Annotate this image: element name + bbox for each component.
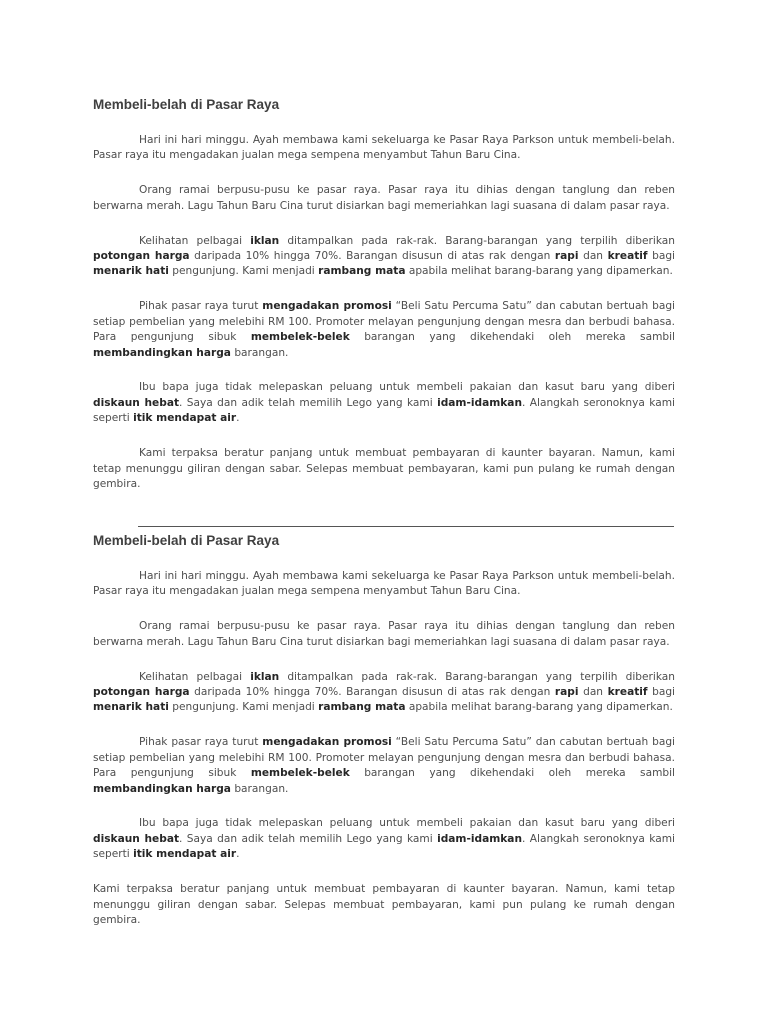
bold-phrase: membelek-belek: [250, 331, 350, 344]
bold-phrase: membelek-belek: [250, 767, 350, 780]
text-run: barangan yang dikehendaki oleh mereka sambil: [349, 767, 675, 780]
horizontal-divider: [138, 512, 674, 527]
bold-phrase: diskaun hebat: [93, 396, 180, 409]
text-run: “Beli Satu Percuma Satu” dan cabutan bertuah bagi setiap pembelian yang melebihi RM 100. Promoter melayan pengunjung dengan mesra dan berbudi bahasa. Para pengunjung sibuk: [93, 300, 675, 344]
text-run: dan: [578, 250, 608, 263]
text-run: Pihak pasar raya turut: [139, 736, 263, 749]
text-run: daripada 10% hingga 70%. Barangan disusun di atas rak dengan: [189, 250, 555, 263]
bold-phrase: idam-idamkan: [437, 832, 522, 845]
bold-phrase: itik mendapat air: [133, 412, 237, 425]
text-run: pengunjung. Kami menjadi: [168, 701, 319, 714]
text-run: apabila melihat barang-barang yang dipamerkan.: [405, 265, 673, 278]
paragraph: [93, 619, 675, 650]
text-run: Ibu bapa juga tidak melepaskan peluang untuk membeli pakaian dan kasut baru yang diberi: [139, 817, 675, 830]
paragraph: [93, 133, 675, 164]
bold-phrase: itik mendapat air: [133, 848, 237, 861]
text-run: bagi: [647, 686, 675, 699]
text-run: barangan.: [230, 346, 289, 359]
paragraph: [93, 183, 675, 214]
essay-section-2: [93, 532, 675, 948]
text-run: ditampalkan pada rak-rak. Barang-barangan yang terpilih diberikan: [279, 234, 676, 247]
essay-title: Membeli-belah di Pasar Raya: [93, 533, 280, 548]
bold-phrase: rambang mata: [318, 265, 406, 278]
text-run: barangan.: [230, 782, 289, 795]
text-run: bagi: [647, 250, 675, 263]
text-run: Hari ini hari minggu. Ayah membawa kami sekeluarga ke Pasar Raya Parkson untuk membeli-belah. Pasar raya itu mengadakan jualan mega sempena menyambut Tahun Baru Cina.: [93, 570, 675, 598]
bold-phrase: membandingkan harga: [93, 782, 231, 795]
text-run: . Saya dan adik telah memilih Lego yang kami: [179, 832, 438, 845]
paragraph: [93, 234, 675, 280]
text-run: Hari ini hari minggu. Ayah membawa kami sekeluarga ke Pasar Raya Parkson untuk membeli-belah. Pasar raya itu mengadakan jualan mega sempena menyambut Tahun Baru Cina.: [93, 134, 675, 162]
text-run: ditampalkan pada rak-rak. Barang-barangan yang terpilih diberikan: [279, 670, 676, 683]
paragraph: [93, 569, 675, 600]
paragraph: [93, 735, 675, 797]
text-run: . Alangkah seronoknya kami seperti: [93, 396, 675, 425]
paragraph: [93, 816, 675, 862]
bold-phrase: menarik hati: [93, 701, 169, 714]
bold-phrase: membandingkan harga: [93, 346, 231, 359]
text-run: Orang ramai berpusu-pusu ke pasar raya. Pasar raya itu dihias dengan tanglung dan reben berwarna merah. Lagu Tahun Baru Cina turut disiarkan bagi memeriahkan lagi suasana di dalam pasar raya.: [93, 620, 675, 648]
bold-phrase: kreatif: [607, 686, 648, 699]
essay-body: [93, 133, 675, 492]
text-run: .: [236, 412, 240, 425]
bold-phrase: idam-idamkan: [437, 396, 522, 409]
text-run: “Beli Satu Percuma Satu” dan cabutan bertuah bagi setiap pembelian yang melebihi RM 100. Promoter melayan pengunjung dengan mesra dan berbudi bahasa. Para pengunjung sibuk: [93, 736, 675, 780]
text-run: Kelihatan pelbagai: [139, 670, 251, 683]
bold-phrase: kreatif: [607, 250, 648, 263]
text-run: Kami terpaksa beratur panjang untuk membuat pembayaran di kaunter bayaran. Namun, kami tetap menunggu giliran dengan sabar. Selepas membuat pembayaran, kami pun pulang ke rumah dengan gembira.: [93, 447, 675, 490]
bold-phrase: mengadakan promosi: [262, 300, 392, 313]
bold-phrase: rambang mata: [318, 701, 406, 714]
bold-phrase: diskaun hebat: [93, 832, 180, 845]
text-run: Orang ramai berpusu-pusu ke pasar raya. Pasar raya itu dihias dengan tanglung dan reben berwarna merah. Lagu Tahun Baru Cina turut disiarkan bagi memeriahkan lagi suasana di dalam pasar raya.: [93, 184, 675, 212]
text-run: Pihak pasar raya turut: [139, 300, 263, 313]
bold-phrase: iklan: [250, 234, 280, 247]
text-run: apabila melihat barang-barang yang dipamerkan.: [405, 701, 673, 714]
text-run: barangan yang dikehendaki oleh mereka sambil: [349, 331, 675, 344]
text-run: . Saya dan adik telah memilih Lego yang kami: [179, 396, 438, 409]
text-run: . Alangkah seronoknya kami seperti: [93, 832, 675, 861]
bold-phrase: menarik hati: [93, 265, 169, 278]
text-run: dan: [578, 686, 608, 699]
bold-phrase: potongan harga: [93, 250, 190, 263]
paragraph: [93, 299, 675, 361]
paragraph: [93, 446, 675, 492]
text-run: Kami terpaksa beratur panjang untuk membuat pembayaran di kaunter bayaran. Namun, kami tetap menunggu giliran dengan sabar. Selepas membuat pembayaran, kami pun pulang ke rumah dengan gembira.: [93, 883, 675, 926]
bold-phrase: rapi: [554, 686, 579, 699]
essay-title: Membeli-belah di Pasar Raya: [93, 97, 280, 112]
bold-phrase: rapi: [554, 250, 579, 263]
text-run: pengunjung. Kami menjadi: [168, 265, 319, 278]
paragraph: [93, 670, 675, 716]
text-run: Ibu bapa juga tidak melepaskan peluang untuk membeli pakaian dan kasut baru yang diberi: [139, 381, 675, 394]
text-run: .: [236, 848, 240, 861]
paragraph: [93, 882, 675, 928]
bold-phrase: potongan harga: [93, 686, 190, 699]
bold-phrase: iklan: [250, 670, 280, 683]
text-run: daripada 10% hingga 70%. Barangan disusun di atas rak dengan: [189, 686, 555, 699]
bold-phrase: mengadakan promosi: [262, 736, 392, 749]
essay-body: [93, 569, 675, 928]
paragraph: [93, 380, 675, 426]
essay-section-1: [93, 96, 675, 527]
text-run: Kelihatan pelbagai: [139, 234, 251, 247]
